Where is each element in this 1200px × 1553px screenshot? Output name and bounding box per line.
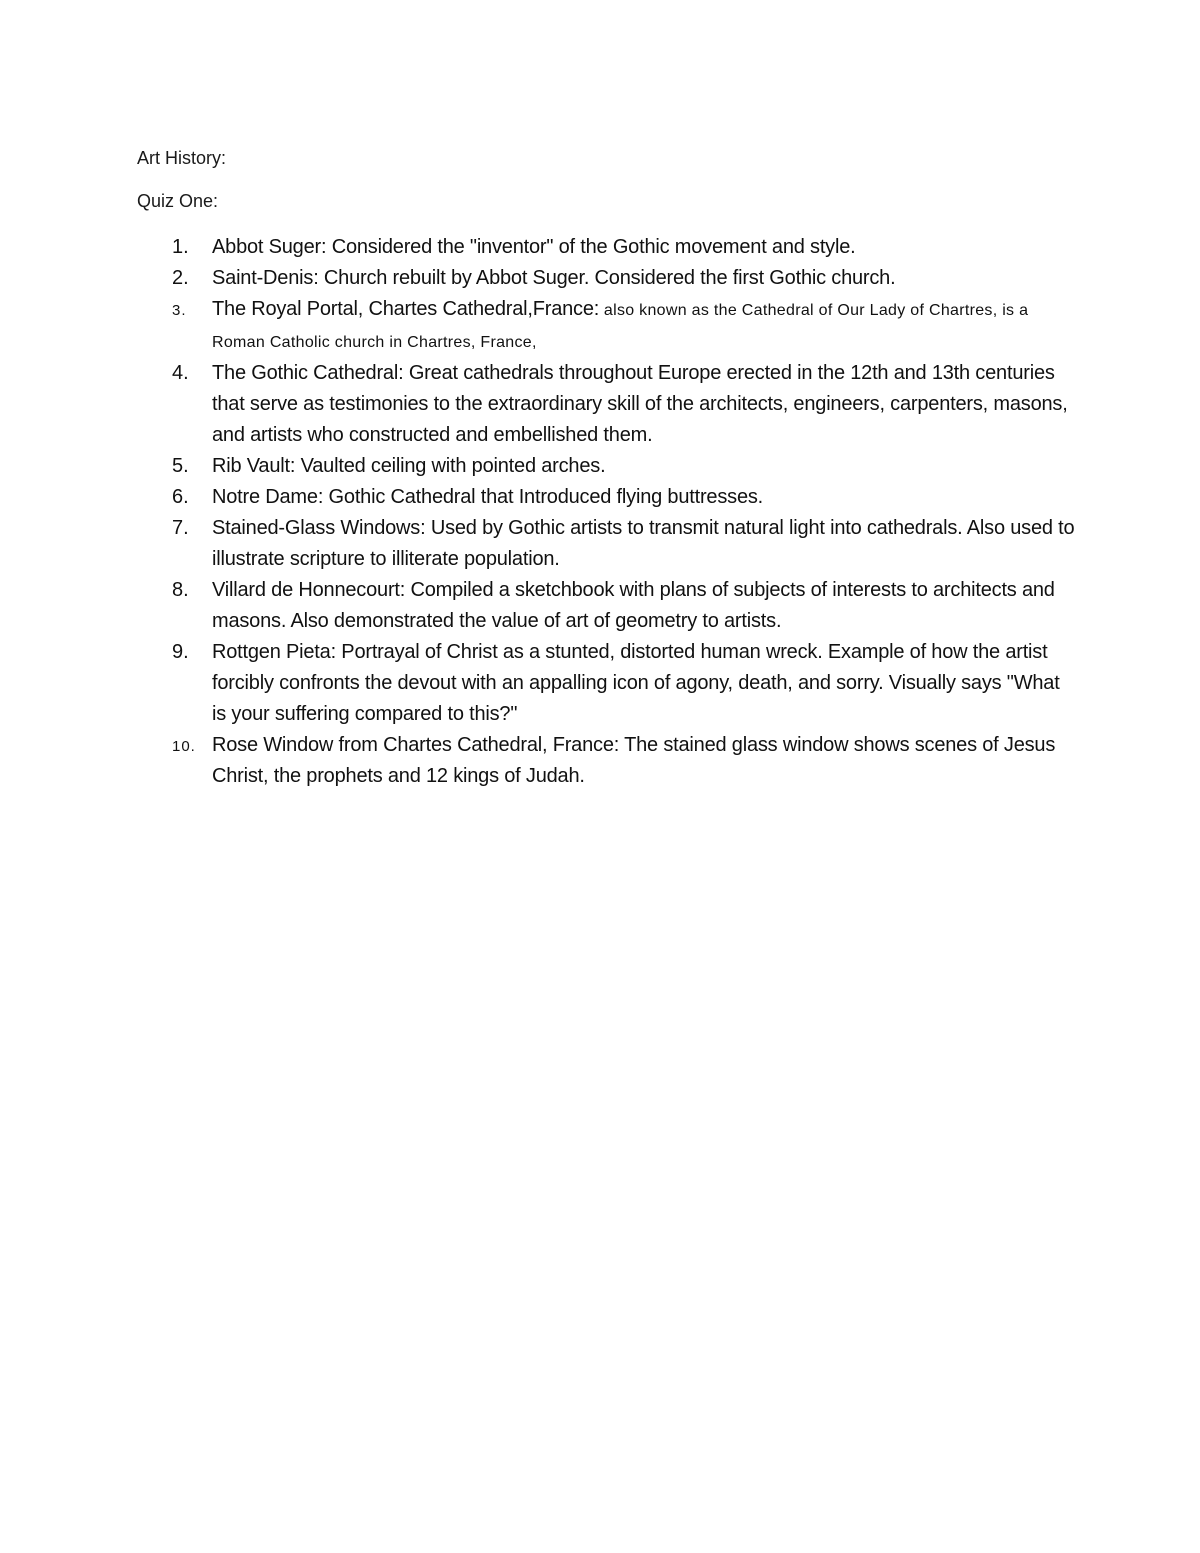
item-definition: : Considered the "inventor" of the Gothic movement and style. xyxy=(321,236,856,258)
item-text xyxy=(212,294,1076,358)
list-item xyxy=(136,358,1076,451)
list-item xyxy=(136,482,1076,513)
item-number: 9. xyxy=(172,641,189,663)
item-definition: : The stained glass window shows scenes of Jesus Christ, the prophets and 12 kings of Judah. xyxy=(212,734,1056,787)
item-text xyxy=(212,513,1076,575)
item-text xyxy=(212,730,1076,792)
item-text xyxy=(212,263,1076,294)
item-number: 7. xyxy=(172,517,189,539)
item-number: 2. xyxy=(172,267,189,289)
item-definition: : Church rebuilt by Abbot Suger. Considered the first Gothic church. xyxy=(313,267,896,289)
list-item xyxy=(136,232,1076,263)
list-item xyxy=(136,730,1076,792)
item-definition: : Vaulted ceiling with pointed arches. xyxy=(289,455,606,477)
item-term: Stained-Glass Windows xyxy=(212,517,421,539)
item-term: Rib Vault xyxy=(212,455,290,477)
item-definition: : Compiled a sketchbook with plans of subjects of interests to architects and masons. Also demonstrated the value of art of geometry to artists. xyxy=(212,579,1055,632)
item-term: The Royal Portal, Chartes Cathedral,France: xyxy=(212,298,600,320)
item-definition: also known as the Cathedral of Our Lady of Chartres, is a Roman Catholic church in Chartres, France, xyxy=(212,302,1029,351)
item-number: 4. xyxy=(172,362,189,384)
item-number: 8. xyxy=(172,579,189,601)
item-text xyxy=(212,232,1076,263)
item-text xyxy=(212,482,1076,513)
quiz-list xyxy=(136,232,1076,792)
item-term: Saint-Denis xyxy=(212,267,314,289)
item-term: Rose Window from Chartes Cathedral, France xyxy=(212,734,614,756)
document-title: Art History: xyxy=(137,148,227,168)
list-item xyxy=(136,294,1076,358)
list-item xyxy=(136,513,1076,575)
item-definition: : Gothic Cathedral that Introduced flying buttresses. xyxy=(317,486,764,508)
item-definition: : Used by Gothic artists to transmit natural light into cathedrals. Also used to illustrate scripture to illiterate population. xyxy=(212,517,1075,570)
item-number: 3. xyxy=(172,302,187,319)
item-number: 1. xyxy=(172,236,189,258)
item-text xyxy=(212,358,1076,451)
list-item xyxy=(136,637,1076,730)
document-subtitle: Quiz One: xyxy=(137,191,219,211)
item-term: Rottgen Pieta xyxy=(212,641,331,663)
item-term: Villard de Honnecourt xyxy=(212,579,400,601)
item-text xyxy=(212,451,1076,482)
item-number: 10. xyxy=(172,738,196,755)
item-term: Notre Dame xyxy=(212,486,318,508)
item-text xyxy=(212,575,1076,637)
item-term: The Gothic Cathedral xyxy=(212,362,399,384)
list-item xyxy=(136,451,1076,482)
list-item xyxy=(136,263,1076,294)
item-number: 6. xyxy=(172,486,189,508)
item-term: Abbot Suger xyxy=(212,236,321,258)
item-definition: : Portrayal of Christ as a stunted, distorted human wreck. Example of how the artist forcibly confronts the devout with an appalling icon of agony, death, and sorry. Visually says "What is your suffering compared to this?" xyxy=(212,641,1060,725)
item-definition: : Great cathedrals throughout Europe erected in the 12th and 13th centuries that serve as testimonies to the extraordinary skill of the architects, engineers, carpenters, masons, and artists who constructed and embellished them. xyxy=(212,362,1068,446)
item-number: 5. xyxy=(172,455,189,477)
item-text xyxy=(212,637,1076,730)
list-item xyxy=(136,575,1076,637)
